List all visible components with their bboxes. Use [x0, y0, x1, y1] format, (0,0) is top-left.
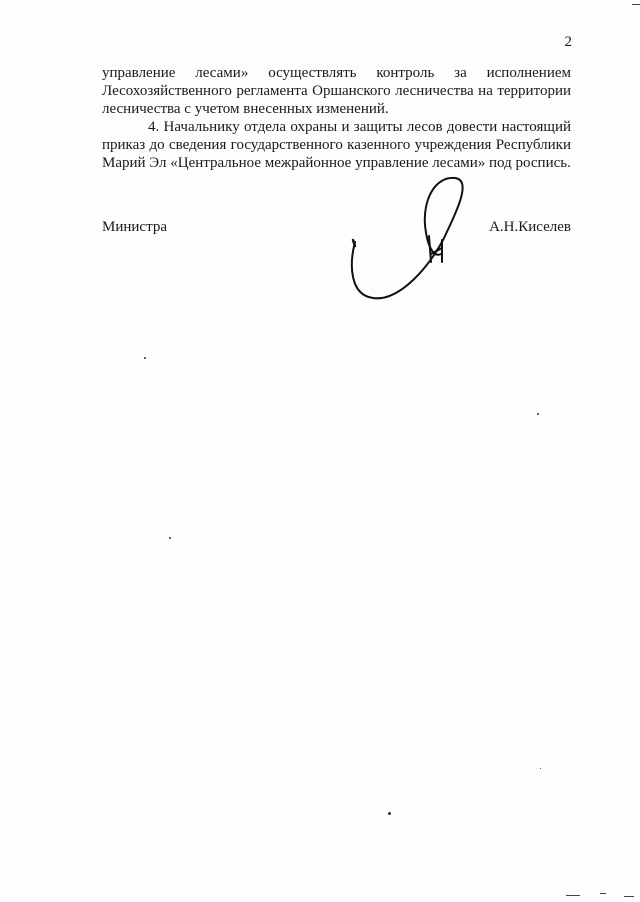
- paragraph-line: 4. Начальнику отдела охраны и защиты лесов довести настоящий: [148, 119, 571, 135]
- paragraph-line: лесничества с учетом внесенных изменений.: [102, 101, 389, 117]
- paragraph-control: [102, 64, 571, 118]
- paragraph-item-4: [102, 118, 571, 172]
- handwritten-signature: [345, 170, 480, 305]
- paragraph-line: Лесохозяйственного регламента Оршанского лесничества на территории: [102, 83, 571, 99]
- scan-speck: [540, 768, 541, 769]
- signatory-title: Министра: [102, 219, 167, 235]
- paragraph-line: управление лесами» осуществлять контроль за исполнением: [102, 65, 571, 81]
- scan-edge-mark: [600, 893, 606, 894]
- scan-speck: [169, 537, 171, 539]
- paragraph-line: Марий Эл «Центральное межрайонное управление лесами» под роспись.: [102, 155, 571, 171]
- scan-edge-mark: [624, 896, 634, 897]
- page-number: 2: [564, 34, 572, 50]
- signatory-name: А.Н.Киселев: [489, 219, 571, 235]
- scan-speck: [388, 812, 391, 815]
- scan-edge-mark: [566, 895, 580, 896]
- scan-edge-mark: [632, 4, 640, 5]
- scan-speck: [537, 413, 539, 415]
- scan-speck: [144, 357, 146, 359]
- paragraph-line: приказ до сведения государственного казенного учреждения Республики: [102, 137, 571, 153]
